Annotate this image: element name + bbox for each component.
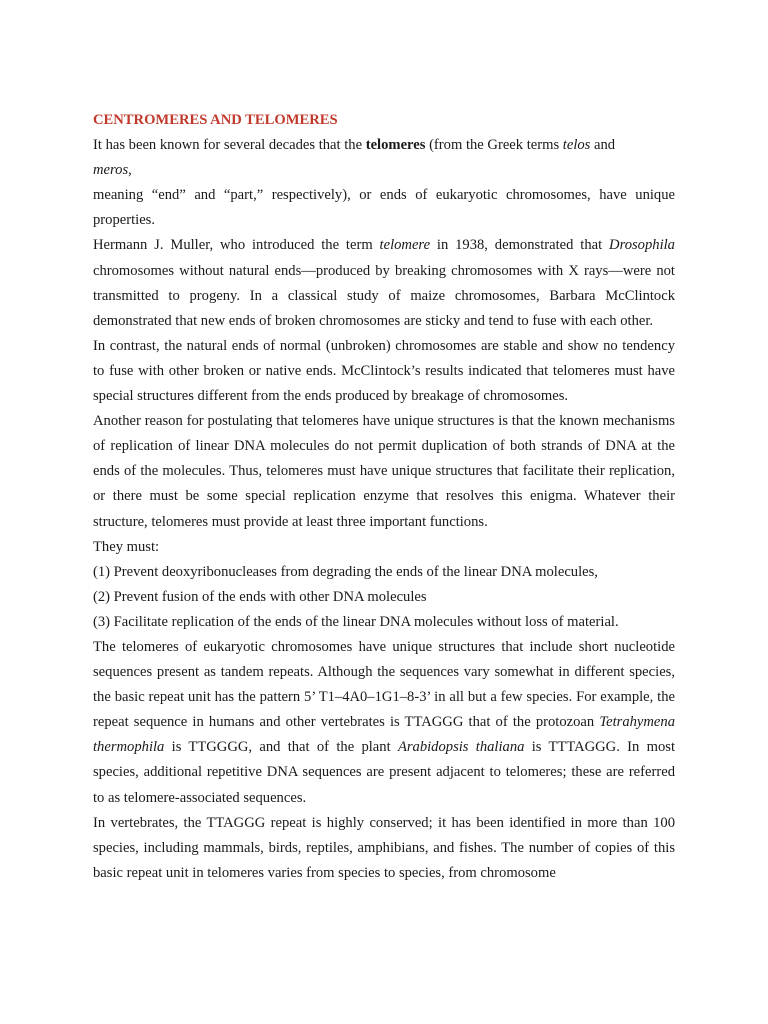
- term-telos: telos: [562, 137, 591, 154]
- term-tetrahymena: Tetrahymena thermophila: [93, 714, 675, 756]
- p1-text-d: and: [590, 137, 616, 154]
- paragraph-6: They must:: [93, 538, 160, 555]
- term-telomeres: telomeres: [365, 137, 426, 154]
- p1-text-a: It has been known for several decades that the: [93, 137, 366, 154]
- paragraph-2: meaning “end” and “part,” respectively), or ends of eukaryotic chromosomes, have unique properties.: [93, 187, 675, 229]
- term-telomere: telomere: [379, 237, 431, 254]
- term-arabidopsis: Arabidopsis thaliana: [397, 739, 525, 756]
- p1-text-c: (from the Greek terms: [425, 137, 563, 154]
- paragraph-5: Another reason for postulating that telomeres have unique structures is that the known mechanisms of replication of linear DNA molecules do not permit duplication of both strands of DNA at the ends of the molecules. Thus, telomeres must have unique structures that facilitate their replication, or there must be some special replication enzyme that resolves this enigma. Whatever their structure, telomeres must provide at least three important functions.: [93, 413, 675, 530]
- paragraph-8: In vertebrates, the TTAGGG repeat is highly conserved; it has been identified in more than 100 species, including mammals, birds, reptiles, amphibians, and fishes. The number of copies of this basic repeat unit in telomeres varies from species to species, from chromosome: [93, 814, 675, 881]
- term-drosophila: Drosophila: [609, 237, 675, 254]
- section-heading: CENTROMERES AND TELOMERES: [93, 112, 338, 128]
- list-item-1: (1) Prevent deoxyribonucleases from degrading the ends of the linear DNA molecules,: [93, 563, 598, 580]
- p7-text-b: is TTGGGG, and that of the plant: [164, 739, 398, 756]
- term-meros: meros,: [93, 162, 132, 179]
- document-page: [93, 108, 675, 886]
- p3-text-c: chromosomes without natural ends—produced by breaking chromosomes with X rays—were not transmitted to progeny. In a classical study of maize chromosomes, Barbara McClintock demonstrated that new ends of broken chromosomes are sticky and tend to fuse with each other.: [93, 262, 675, 329]
- p7-text-a: The telomeres of eukaryotic chromosomes have unique structures that include short nucleotide sequences present as tandem repeats. Although the sequences vary somewhat in different species, the basic repeat unit has the pattern 5’ T1–4A0–1G1–8-3’ in all but a few species. For example, the repeat sequence in humans and other vertebrates is TTAGGG that of the protozoan: [93, 638, 675, 731]
- paragraph-7: [93, 635, 675, 811]
- list-item-3: (3) Facilitate replication of the ends of the linear DNA molecules without loss of material.: [93, 613, 619, 630]
- list-item-2: (2) Prevent fusion of the ends with other DNA molecules: [93, 588, 427, 605]
- paragraph-3: [93, 233, 675, 333]
- paragraph-4: In contrast, the natural ends of normal (unbroken) chromosomes are stable and show no tendency to fuse with other broken or native ends. McClintock’s results indicated that telomeres must have special structures different from the ends produced by breakage of chromosomes.: [93, 337, 675, 405]
- p3-text-b: in 1938, demonstrated that: [430, 237, 610, 254]
- p7-text-c: is TTTAGGG. In most species, additional repetitive DNA sequences are present adjacent to telomeres; these are referred to as telomere-associated sequences.: [93, 739, 676, 806]
- paragraph-1: [93, 133, 675, 183]
- p3-text-a: Hermann J. Muller, who introduced the term: [93, 237, 380, 254]
